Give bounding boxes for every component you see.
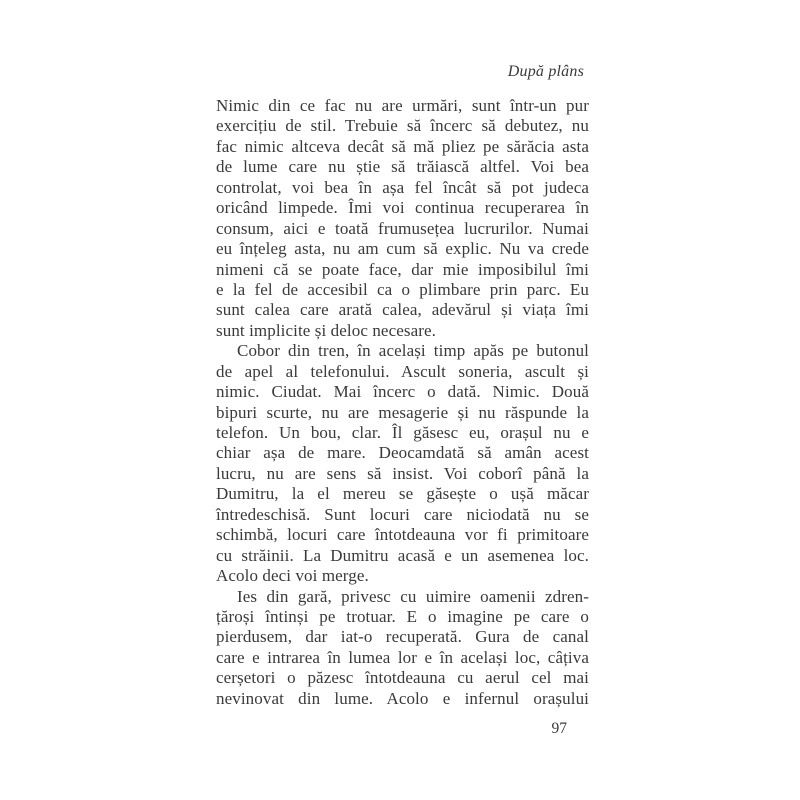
text-line: Cobor din tren, în același timp apăs pe butonul [237,341,589,361]
text-line: Nimic din ce fac nu are urmări, sunt într-un pur [216,96,589,115]
text-line: pierdusem, dar iat-o recuperată. Gura de canal [216,627,589,647]
text-line: țăroși întinși pe trotuar. E o imagine pe care o [216,606,589,626]
text-line: chiar așa de mare. Deocamdată să amân acest [216,443,589,463]
text-line: controlat, voi bea în așa fel încât să pot judeca [216,177,589,197]
text-line: sunt calea care arată calea, adevărul și viața îmi [216,300,589,320]
page-number: 97 [551,720,567,737]
text-line: Ies din gară, privesc cu uimire oamenii zdren- [237,586,589,606]
text-line: nimic. Ciudat. Mai încerc o dată. Nimic. Două [216,382,589,402]
text-line: bipuri scurte, nu are mesagerie și nu răspunde la [216,402,589,422]
text-line: de lume care nu știe să trăiască altfel. Voi bea [216,157,589,177]
body-text [216,96,589,709]
running-header: După plâns [507,63,584,80]
text-line: eu înțeleg asta, nu am cum să explic. Nu va crede [216,239,589,259]
text-line: schimbă, locuri care întotdeauna vor fi primitoare [216,525,589,545]
text-line: telefon. Un bou, clar. Îl găsesc eu, orașul nu e [216,423,589,442]
text-line: nevinovat din lume. Acolo e infernul orașului [216,688,589,708]
text-line: oricând limpede. Îmi voi continua recuperarea în [216,198,589,218]
text-line: sunt implicite și deloc necesare. [216,320,436,340]
text-line: exercițiu de stil. Trebuie să încerc să debutez, nu [216,116,589,136]
text-line: consum, aici e toată frumusețea lucrurilor. Numai [216,218,589,238]
text-line: nimeni că se poate face, dar mie imposibilul îmi [216,259,589,279]
text-line: fac nimic altceva decât să mă pliez pe sărăcia asta [216,136,589,156]
text-line: cerșetori o păzesc întotdeauna cu aerul cel mai [216,668,589,688]
text-line: întredeschisă. Sunt locuri care niciodată nu se [216,504,589,524]
text-line: cu străinii. La Dumitru acasă e un asemenea loc. [216,545,589,565]
text-line: de apel al telefonului. Ascult soneria, ascult și [216,361,589,381]
text-line: Acolo deci voi merge. [216,566,369,586]
text-line: care e intrarea în lumea lor e în același loc, câțiva [216,647,589,667]
text-line: e la fel de accesibil ca o plimbare prin parc. Eu [216,279,589,299]
text-line: Dumitru, la el mereu se găsește o ușă măcar [216,484,589,504]
text-line: lucru, nu are sens să insist. Voi coborî până la [216,463,589,483]
